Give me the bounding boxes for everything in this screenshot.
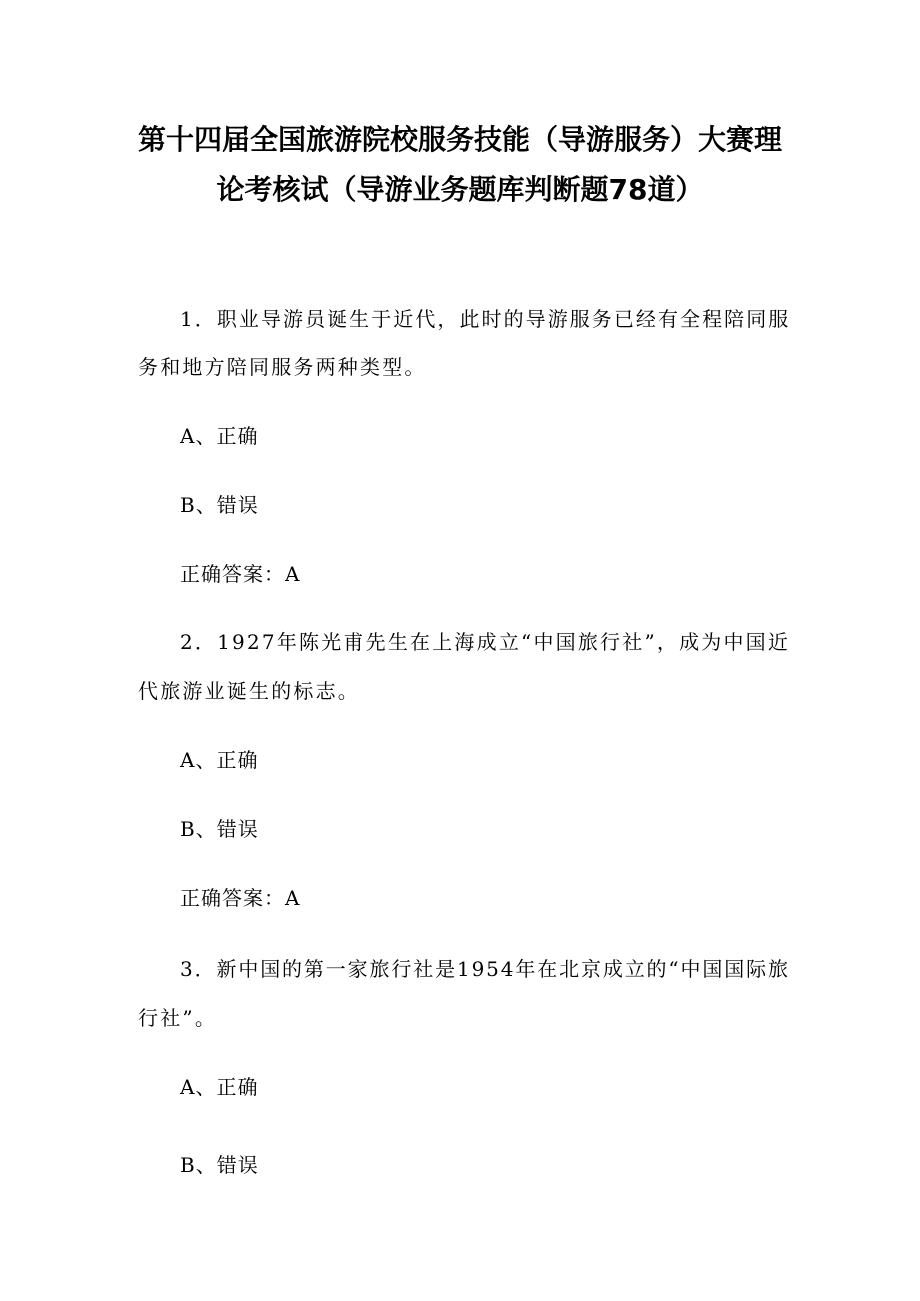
question-1-option-a: A、正确 (180, 424, 259, 448)
question-1-line-1: 1．职业导游员诞生于近代，此时的导游服务已经有全程陪同服 (180, 307, 791, 331)
question-1-option-b: B、错误 (180, 493, 259, 517)
document-title (120, 115, 800, 215)
question-1-answer: 正确答案：A (180, 562, 301, 586)
question-3-line-1: 3．新中国的第一家旅行社是1954年在北京成立的“中国国际旅 (180, 957, 790, 981)
question-3-option-a: A、正确 (180, 1075, 259, 1099)
question-2-line-1: 2．1927年陈光甫先生在上海成立“中国旅行社”，成为中国近 (180, 630, 791, 654)
title-line-2: 论考核试（导游业务题库判断题78道） (216, 173, 704, 206)
question-2-option-b: B、错误 (180, 817, 259, 841)
question-2-line-2: 代旅游业诞生的标志。 (138, 679, 360, 703)
question-2-answer: 正确答案：A (180, 886, 301, 910)
question-1-line-2: 务和地方陪同服务两种类型。 (138, 355, 427, 379)
question-3-line-2: 行社”。 (138, 1006, 218, 1030)
title-line-1: 第十四届全国旅游院校服务技能（导游服务）大赛理 (137, 123, 782, 156)
question-3-option-b: B、错误 (180, 1153, 259, 1177)
question-2-option-a: A、正确 (180, 748, 259, 772)
